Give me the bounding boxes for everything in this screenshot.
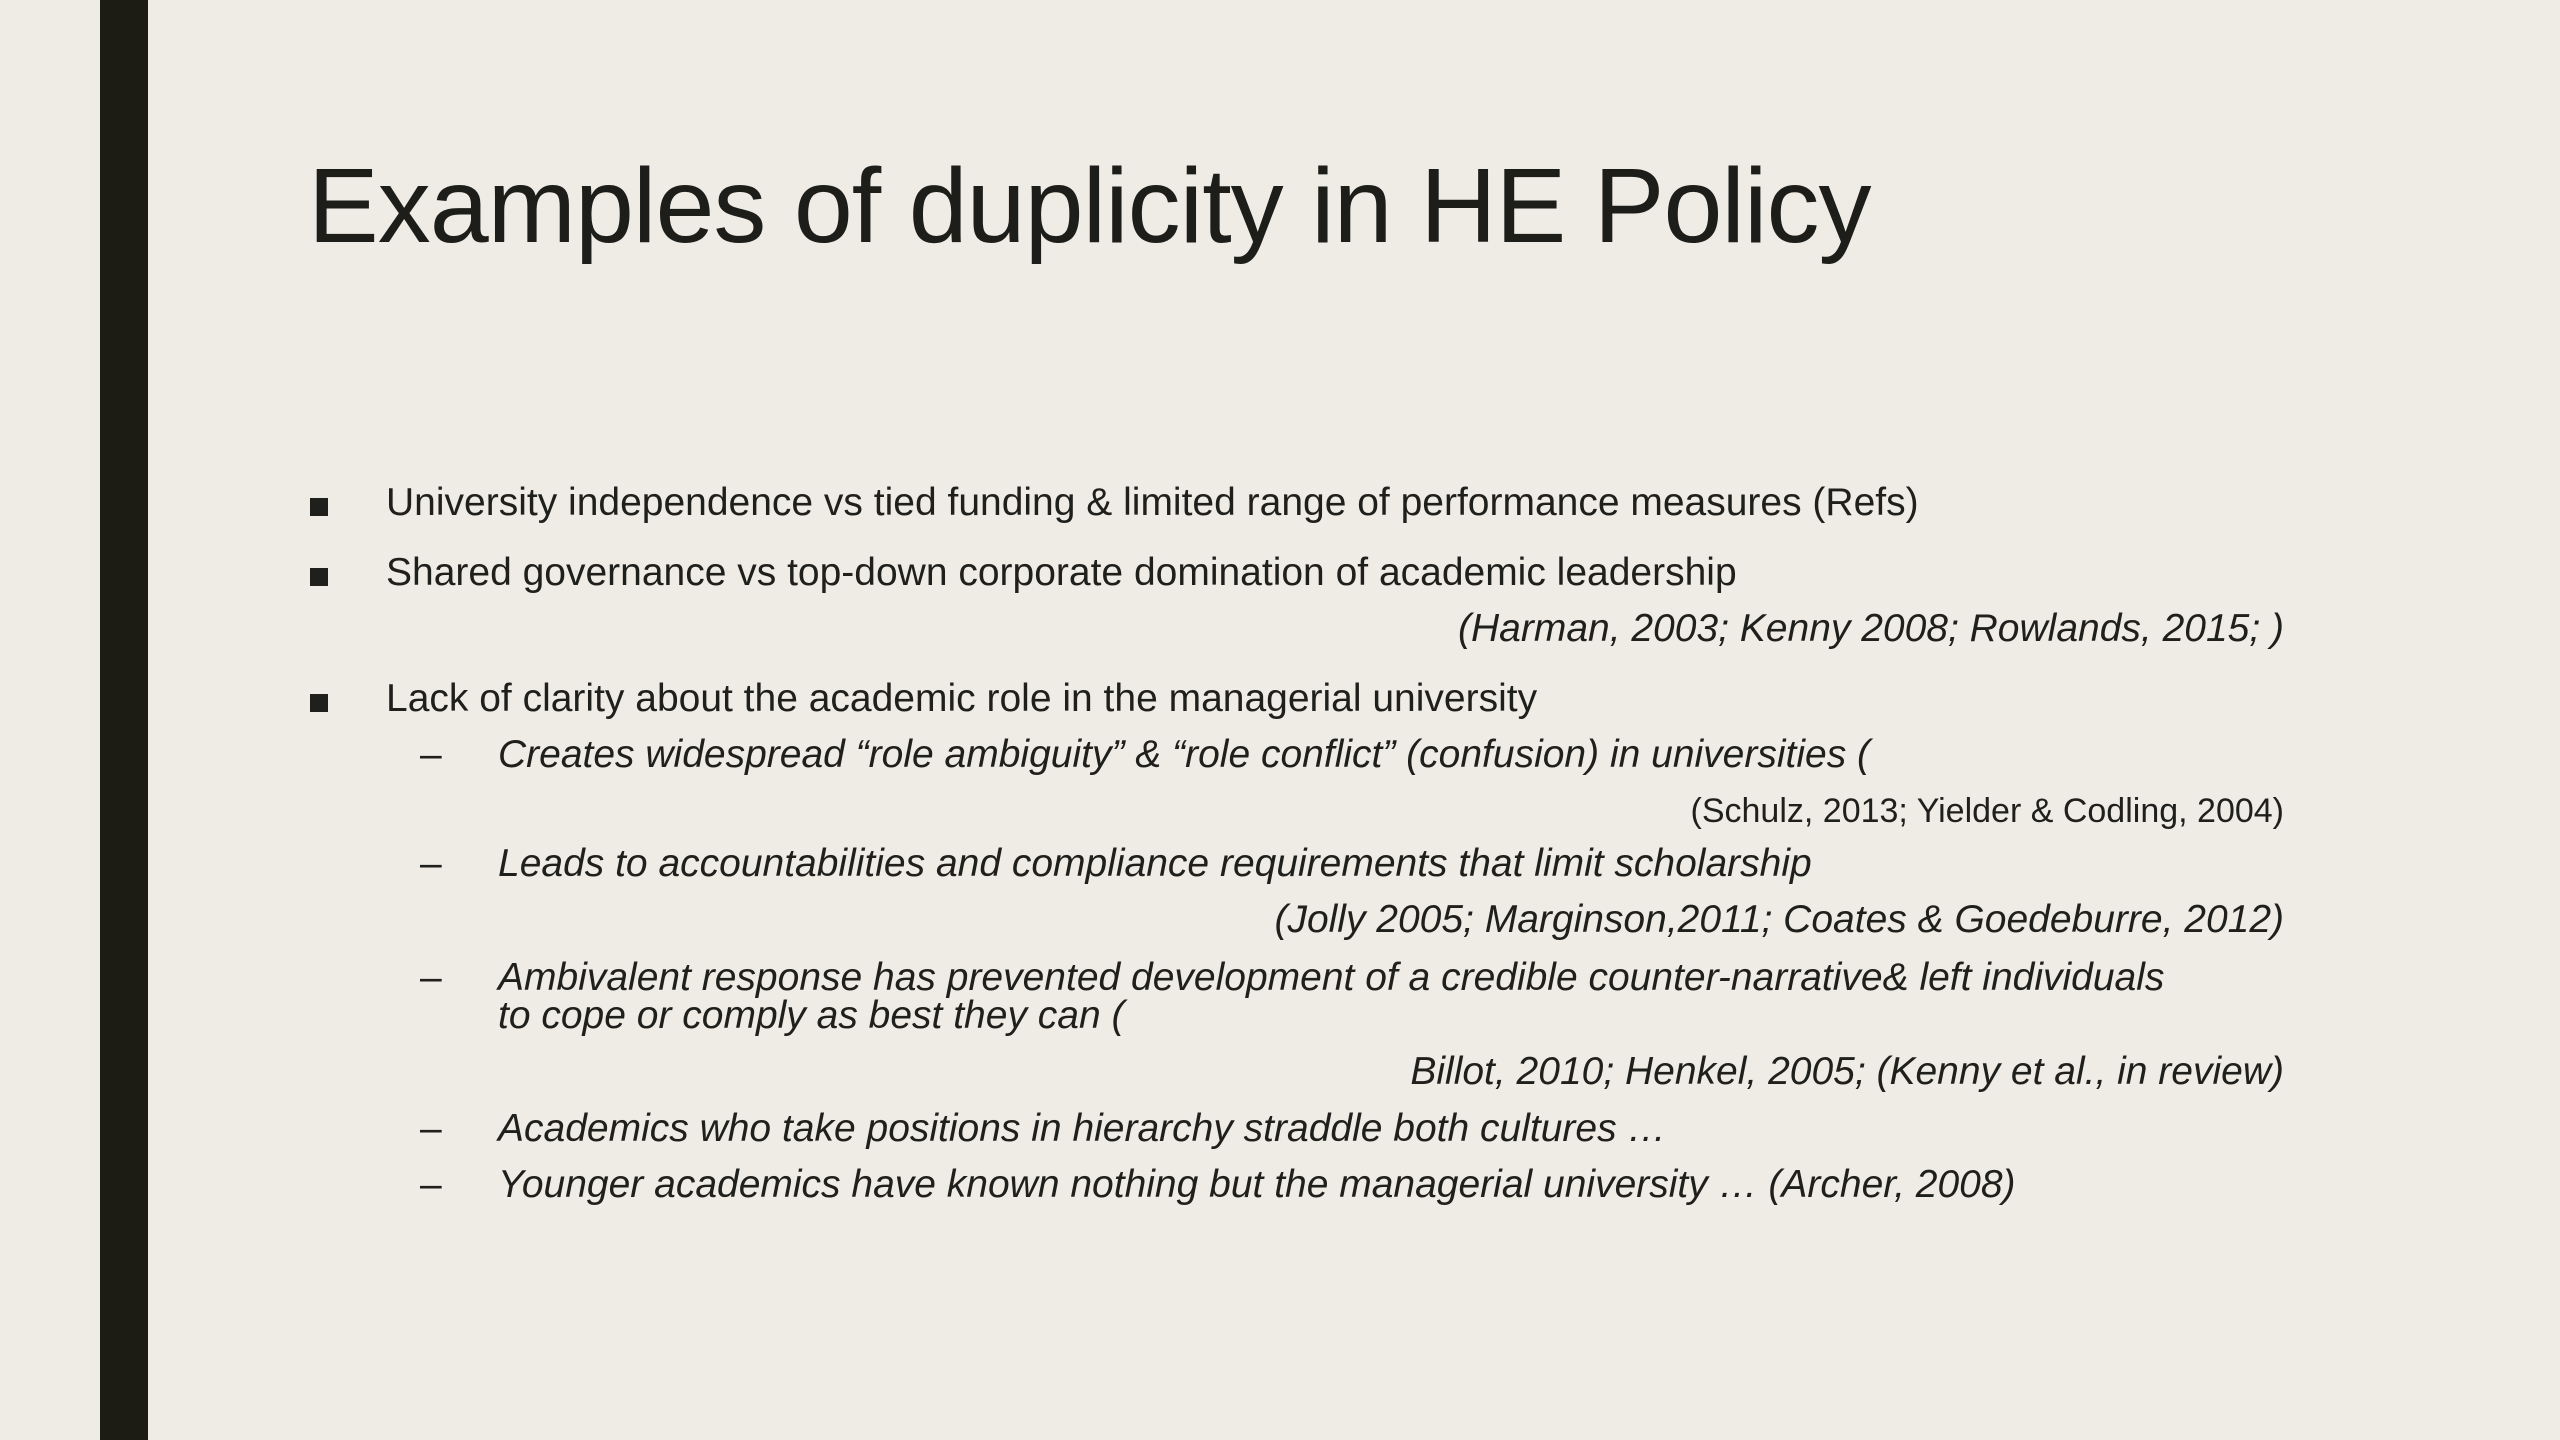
bullet-text: Shared governance vs top-down corporate domination of academic leadership <box>386 551 1737 594</box>
citation: (Jolly 2005; Marginson,2011; Coates & Goedeburre, 2012) <box>1274 898 2284 941</box>
bullet-text: Lack of clarity about the academic role in the managerial university <box>386 677 1538 720</box>
dash-bullet-icon: – <box>420 1163 442 1206</box>
sub-bullet-text: Ambivalent response has prevented development of a credible counter-narrative& left individuals <box>498 956 2165 999</box>
sub-bullet-text: Academics who take positions in hierarchy straddle both cultures … <box>498 1107 1667 1150</box>
dash-bullet-icon: – <box>420 956 442 999</box>
citation: (Schulz, 2013; Yielder & Codling, 2004) <box>1690 792 2284 830</box>
left-accent-bar <box>100 0 148 1440</box>
slide-title: Examples of duplicity in HE Policy <box>308 147 1871 265</box>
sub-bullet-text-continued: to cope or comply as best they can ( <box>498 994 1125 1037</box>
square-bullet-icon <box>310 568 328 586</box>
square-bullet-icon <box>310 498 328 516</box>
citation: (Harman, 2003; Kenny 2008; Rowlands, 2015; ) <box>1458 607 2284 650</box>
dash-bullet-icon: – <box>420 1107 442 1150</box>
citation: Billot, 2010; Henkel, 2005; (Kenny et al., in review) <box>1410 1050 2284 1093</box>
bullet-text: University independence vs tied funding & limited range of performance measures (Refs) <box>386 481 1919 524</box>
sub-bullet-text: Leads to accountabilities and compliance requirements that limit scholarship <box>498 842 1812 885</box>
dash-bullet-icon: – <box>420 733 442 776</box>
sub-bullet-text: Creates widespread “role ambiguity” & “role conflict” (confusion) in universities ( <box>498 733 1871 776</box>
square-bullet-icon <box>310 694 328 712</box>
dash-bullet-icon: – <box>420 842 442 885</box>
sub-bullet-text: Younger academics have known nothing but the managerial university … (Archer, 2008) <box>498 1163 2016 1206</box>
